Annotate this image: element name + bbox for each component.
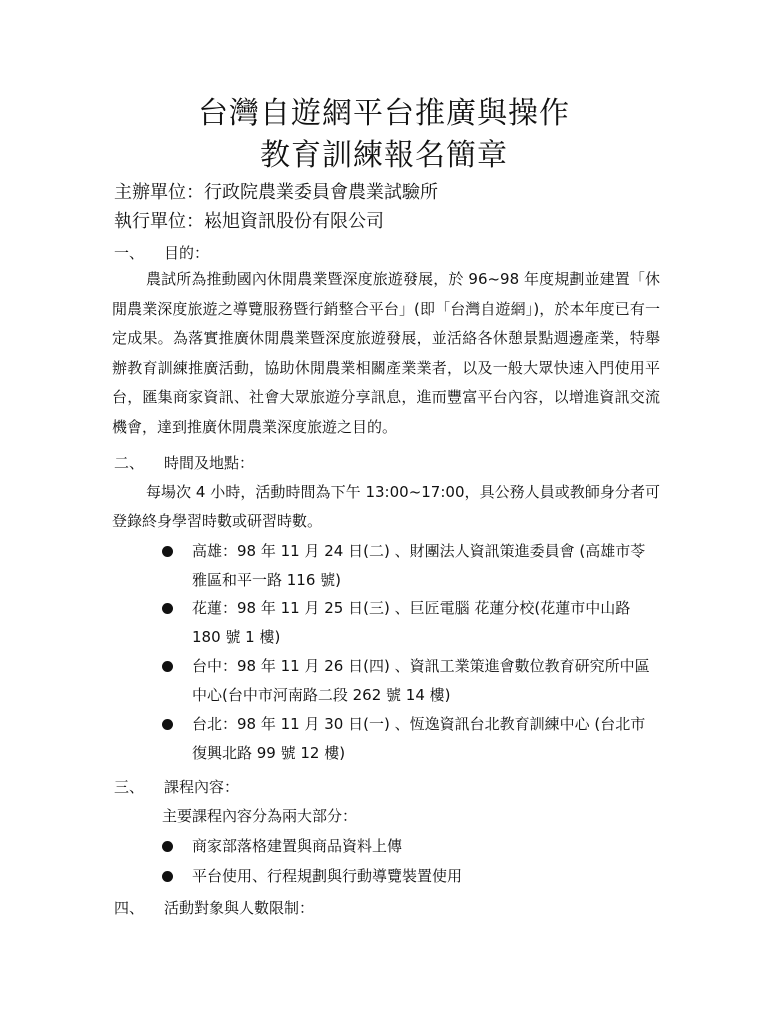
list-item <box>162 862 650 891</box>
section-2-paragraph: 每場次 4 小時，活動時間為下午 13:00~17:00，具公務人員或教師身分者可登錄終身學習時數或研習時數。 <box>112 483 660 530</box>
list-item <box>162 537 650 594</box>
list-item-text: 台北：98 年 11 月 30 日(一) 、恆逸資訊台北教育訓練中心 (台北市復興北路 99 號 12 樓) <box>192 715 646 762</box>
section-title: 目的： <box>164 244 210 262</box>
section-number: 三、 <box>114 778 145 796</box>
section-number: 四、 <box>114 899 145 917</box>
section-1-heading <box>114 241 209 265</box>
document-title-line-2: 教育訓練報名簡章 <box>260 138 508 173</box>
section-3-heading <box>114 775 239 799</box>
section-2-heading <box>114 451 254 475</box>
list-item-text: 平台使用、行程規劃與行動導覽裝置使用 <box>192 867 463 885</box>
bullet-dot-icon <box>162 546 173 557</box>
list-item-text: 高雄：98 年 11 月 24 日(二) 、財團法人資訊策進委員會 (高雄市苓雅區和平一路 116 號) <box>192 542 646 589</box>
list-item <box>162 832 650 861</box>
list-item <box>162 652 650 709</box>
organizer-line: 主辦單位：行政院農業委員會農業試驗所 <box>114 182 438 203</box>
section-number: 一、 <box>114 244 145 262</box>
section-4-heading <box>114 896 314 920</box>
section-title: 課程內容： <box>164 778 240 796</box>
section-title: 活動對象與人數限制： <box>164 899 315 917</box>
bullet-dot-icon <box>162 661 173 672</box>
list-item <box>162 594 650 651</box>
list-item-text: 花蓮：98 年 11 月 25 日(三) 、巨匠電腦 花蓮分校(花蓮市中山路 180 號 1 樓) <box>192 599 631 646</box>
section-title: 時間及地點： <box>164 454 255 472</box>
section-number: 二、 <box>114 454 145 472</box>
section-3-intro: 主要課程內容分為兩大部分： <box>162 807 358 825</box>
bullet-dot-icon <box>162 841 173 852</box>
bullet-dot-icon <box>162 719 173 730</box>
list-item-text: 商家部落格建置與商品資料上傳 <box>192 837 403 855</box>
list-item-text: 台中：98 年 11 月 26 日(四) 、資訊工業策進會數位教育研究所中區中心(台中市河南路二段 262 號 14 樓) <box>192 657 650 704</box>
list-item <box>162 710 650 767</box>
document-title-line-1: 台灣自遊網平台推廣與操作 <box>198 96 570 131</box>
section-1-paragraph: 農試所為推動國內休閒農業暨深度旅遊發展，於 96~98 年度規劃並建置「休閒農業深度旅遊之導覽服務暨行銷整合平台」(即「台灣自遊網」)，於本年度已有一定成果。為落實推廣休閒農業暨深度旅遊發展，並活絡各休憩景點週邊產業，特舉辦教育訓練推廣活動，協助休閒農業相關產業業者，以及一般大眾快速入門使用平台，匯集商家資訊、社會大眾旅遊分享訊息，進而豐富平台內容，以增進資訊交流機會，達到推廣休閒農業深度旅遊之目的。 <box>112 270 660 436</box>
bullet-dot-icon <box>162 871 173 882</box>
executor-line: 執行單位：崧旭資訊股份有限公司 <box>114 211 384 232</box>
bullet-dot-icon <box>162 603 173 614</box>
